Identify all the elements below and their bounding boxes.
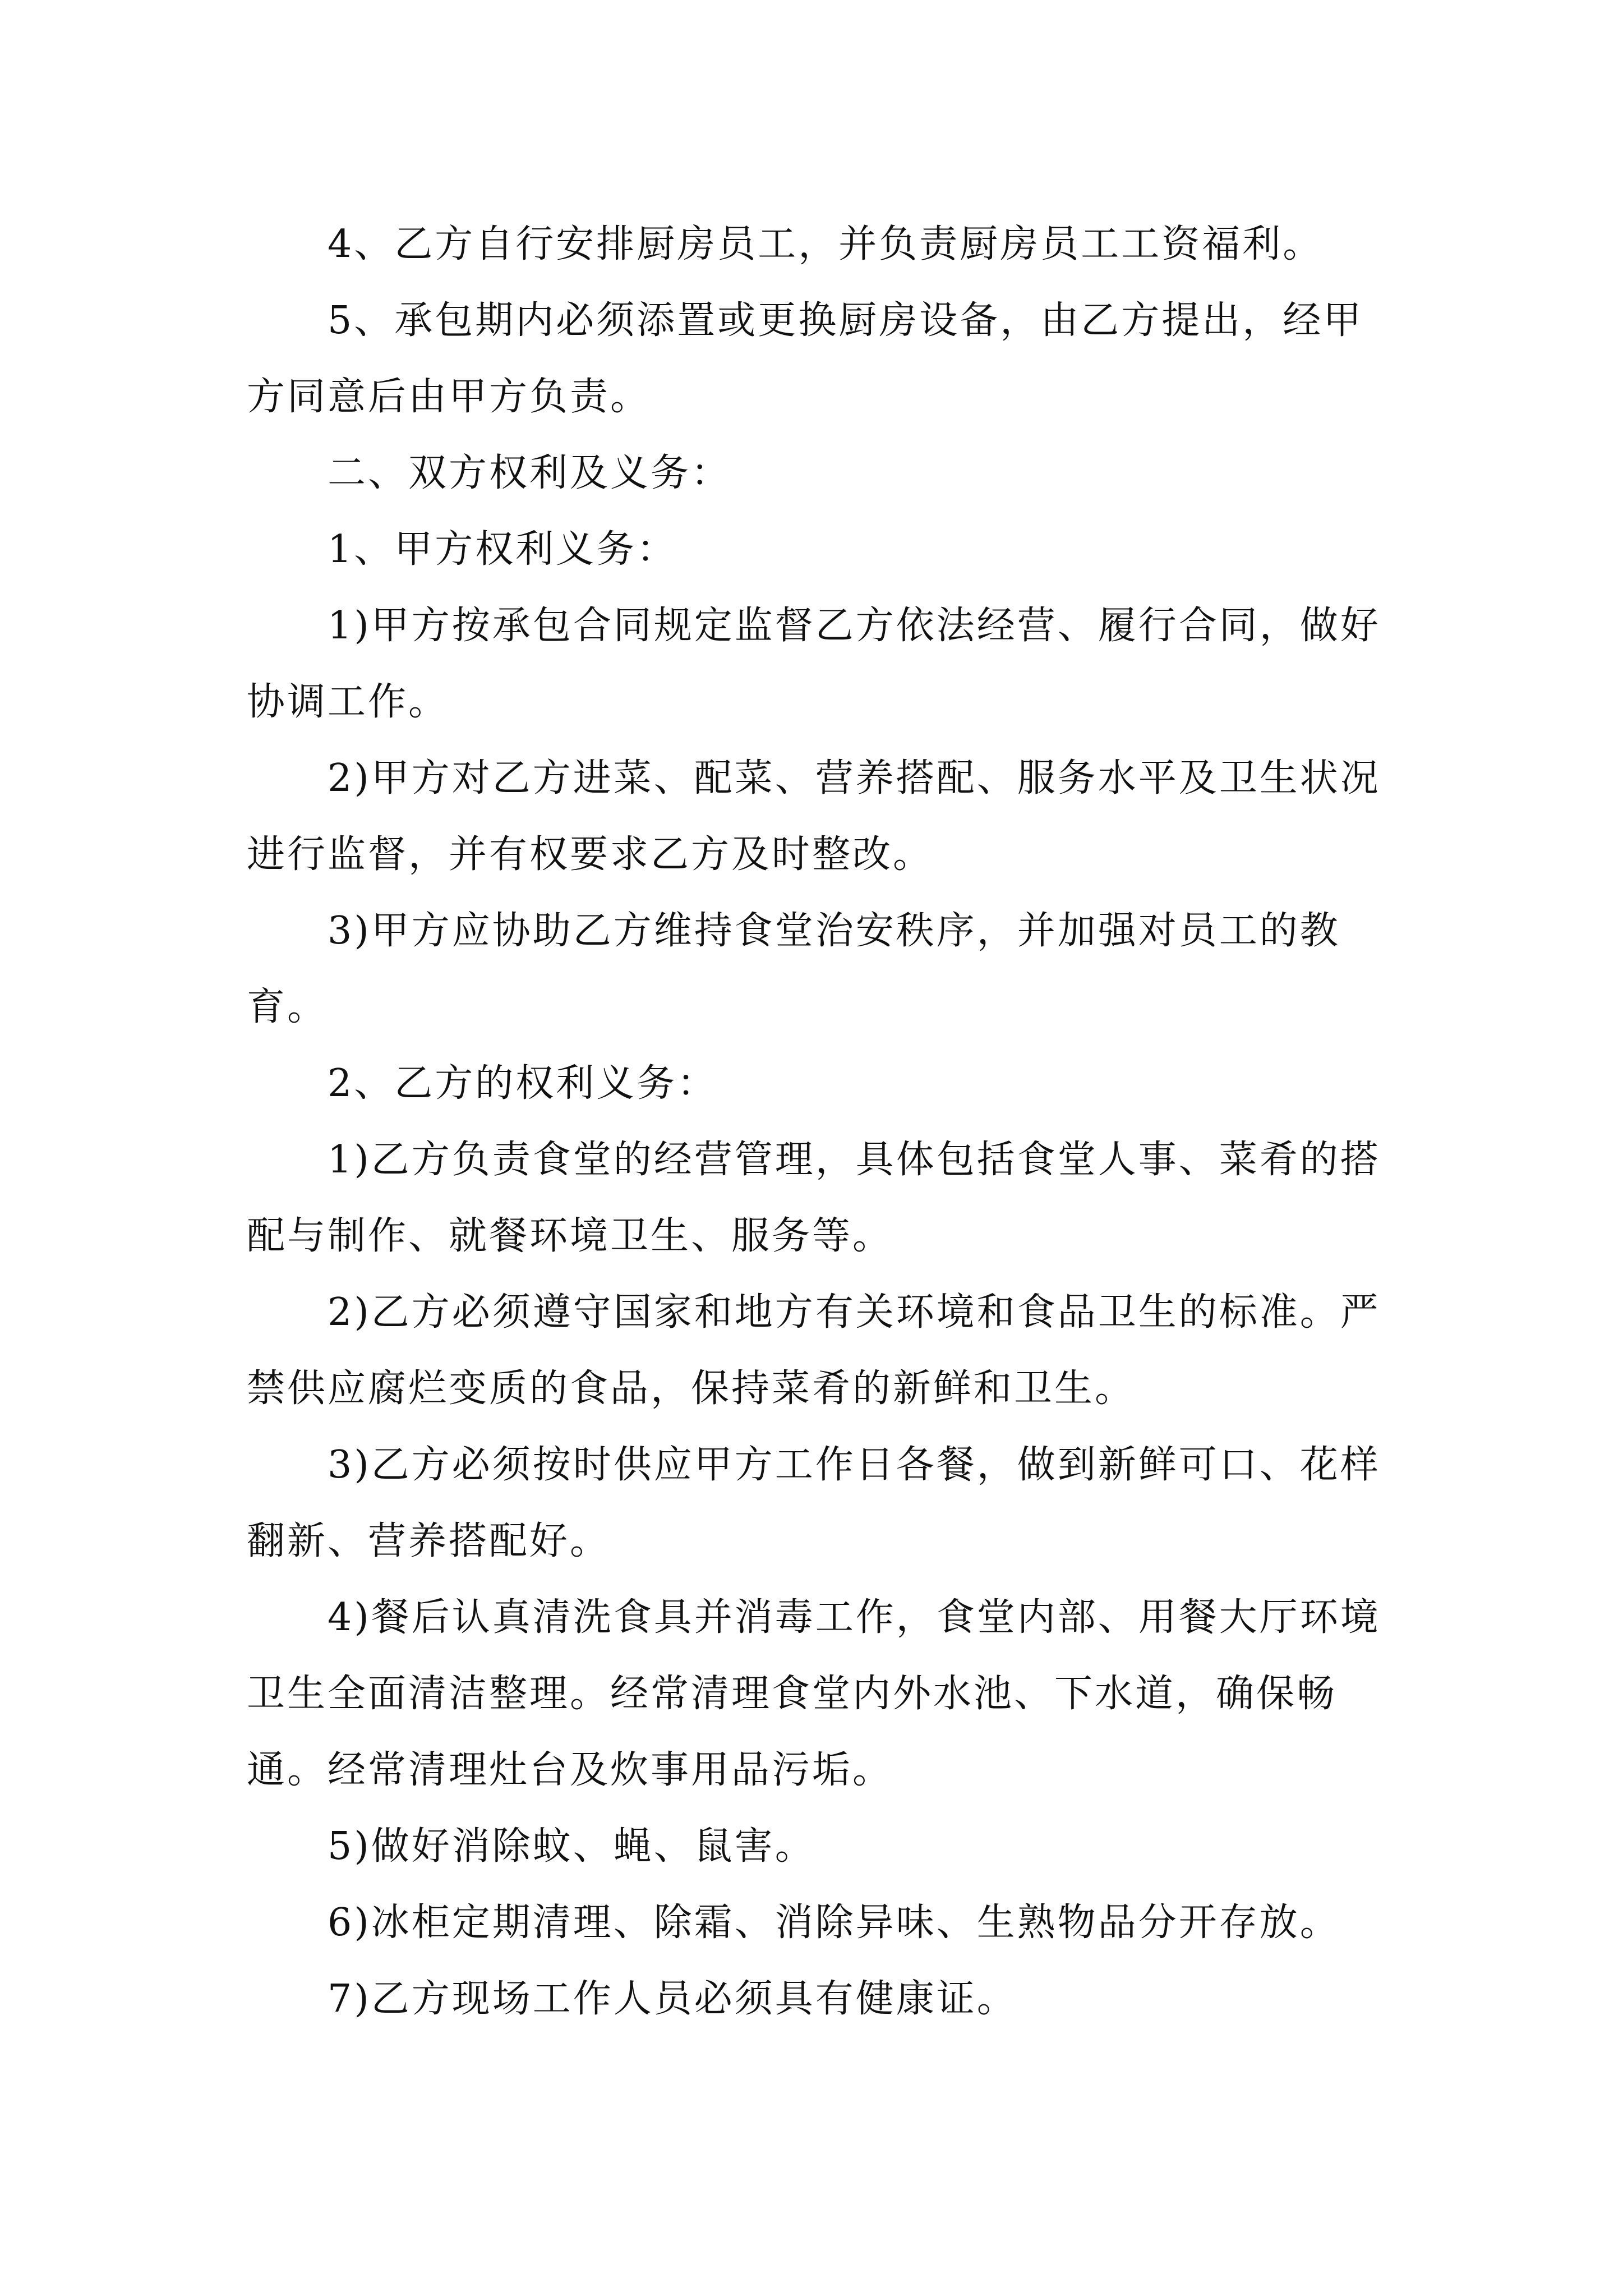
paragraph-party-a-3: 3)甲方应协助乙方维持食堂治安秩序，并加强对员工的教育。 (247, 909, 1340, 1029)
paragraph-party-b-1: 1)乙方负责食堂的经营管理，具体包括食堂人事、菜肴的搭配与制作、就餐环境卫生、服务等。 (247, 1138, 1381, 1258)
paragraph-party-b-6: 6)冰柜定期清理、除霜、消除异味、生熟物品分开存放。 (328, 1901, 1340, 1945)
subheading-party-b: 2、乙方的权利义务： (328, 1061, 718, 1106)
paragraph-party-b-7: 7)乙方现场工作人员必须具有健康证。 (328, 1977, 1017, 2021)
paragraph-party-a-2: 2)甲方对乙方进菜、配菜、营养搭配、服务水平及卫生状况进行监督，并有权要求乙方及时整改。 (247, 756, 1381, 877)
subheading-party-a: 1、甲方权利义务： (328, 527, 677, 572)
section-heading-rights-obligations: 二、双方权利及义务： (328, 451, 732, 495)
document-body (247, 206, 1402, 2037)
paragraph-item-4: 4、乙方自行安排厨房员工，并负责厨房员工工资福利。 (328, 222, 1324, 266)
paragraph-item-5: 5、承包期内必须添置或更换厨房设备，由乙方提出，经甲方同意后由甲方负责。 (247, 298, 1364, 419)
paragraph-party-b-4: 4)餐后认真清洗食具并消毒工作，食堂内部、用餐大厅环境卫生全面清洁整理。经常清理食堂内外水池、下水道，确保畅通。经常清理灶台及炊事用品污垢。 (247, 1595, 1381, 1792)
paragraph-party-a-1: 1)甲方按承包合同规定监督乙方依法经营、履行合同，做好协调工作。 (247, 604, 1381, 724)
paragraph-party-b-5: 5)做好消除蚊、蝇、鼠害。 (328, 1824, 815, 1869)
paragraph-party-b-3: 3)乙方必须按时供应甲方工作日各餐，做到新鲜可口、花样翻新、营养搭配好。 (247, 1443, 1381, 1563)
paragraph-party-b-2: 2)乙方必须遵守国家和地方有关环境和食品卫生的标准。严禁供应腐烂变质的食品，保持菜肴的新鲜和卫生。 (247, 1290, 1381, 1411)
